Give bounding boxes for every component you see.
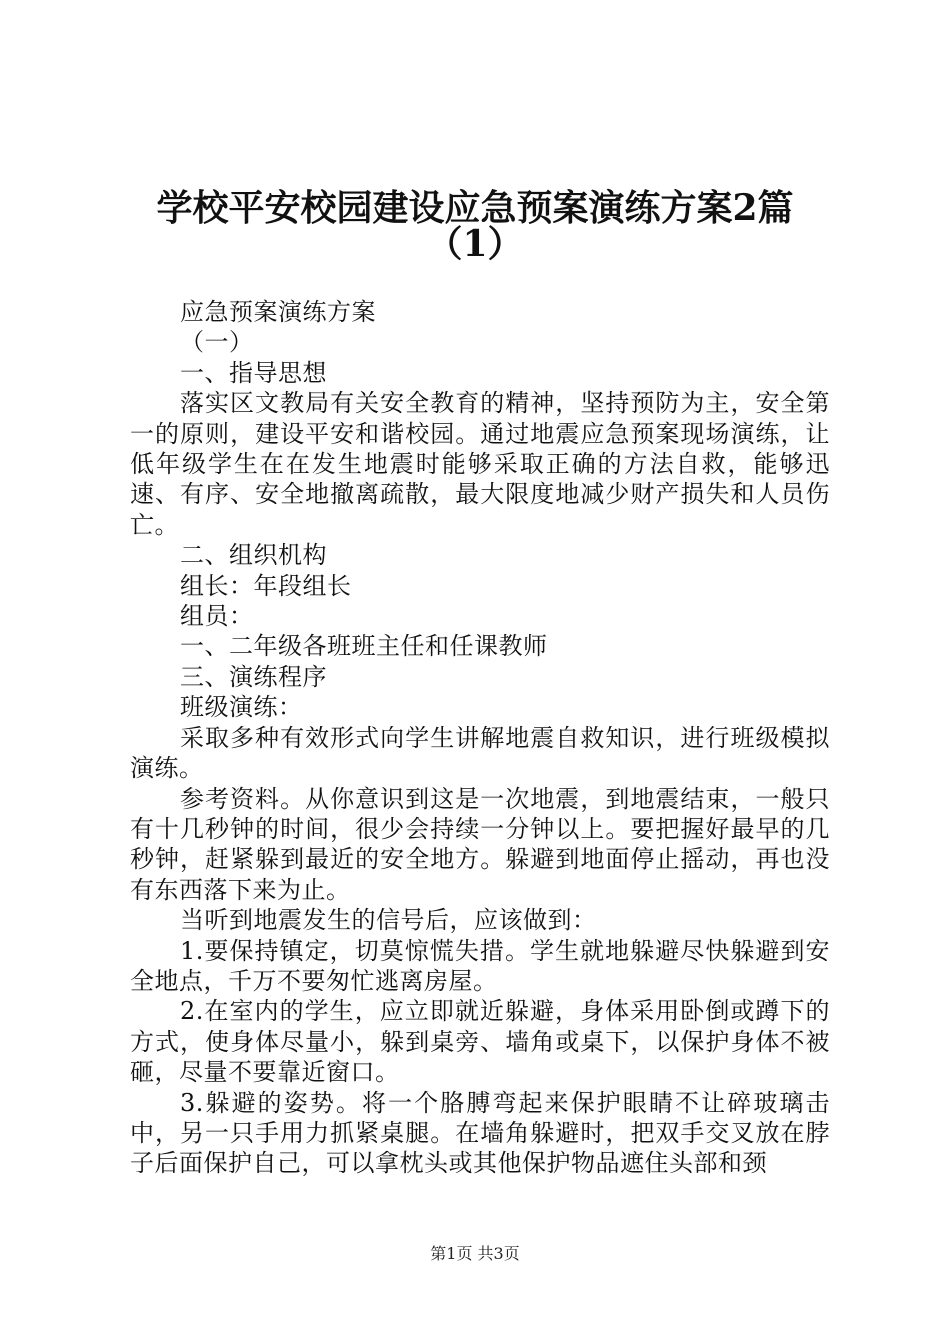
- paragraph-members: 一、二年级各班班主任和任课教师: [180, 632, 548, 661]
- section-subheading: （一）: [180, 328, 254, 357]
- paragraph-class-drill-label: 班级演练：: [180, 693, 303, 722]
- paragraph-leader: 组长：年段组长: [180, 571, 352, 600]
- page-number-footer: 第1页 共3页: [430, 1244, 520, 1263]
- paragraph-members-label: 组员：: [180, 602, 254, 631]
- document-title-suffix: （1）: [426, 223, 524, 265]
- heading-drill-procedure: 三、演练程序: [180, 662, 327, 691]
- paragraph-guiding-ideology: 落实区文教局有关安全教育的精神，坚持预防为主，安全第一的原则，建设平安和谐校园。通过地震应急预案现场演练，让低年级学生在在发生地震时能够采取正确的方法自救，能够迅速、有序、安全地撤离疏散，最大限度地减少财产损失和人员伤亡。: [130, 389, 830, 539]
- section-heading: 应急预案演练方案: [180, 298, 376, 326]
- paragraph-signal: 当听到地震发生的信号后，应该做到：: [180, 906, 597, 935]
- list-item-3: 3.躲避的姿势。将一个胳膊弯起来保护眼睛不让碎玻璃击中，另一只手用力抓紧桌腿。在墙角躲避时，把双手交叉放在脖子后面保护自己，可以拿枕头或其他保护物品遮住头部和颈: [130, 1088, 830, 1178]
- heading-guiding-ideology: 一、指导思想: [180, 358, 327, 387]
- list-item-1: 1.要保持镇定，切莫惊慌失措。学生就地躲避尽快躲避到安全地点，千万不要匆忙逃离房屋。: [130, 936, 830, 995]
- document-body: [130, 297, 830, 1179]
- paragraph-class-drill: 采取多种有效形式向学生讲解地震自救知识，进行班级模拟演练。: [130, 723, 830, 783]
- heading-organization: 二、组织机构: [180, 541, 327, 570]
- list-item-2: 2.在室内的学生，应立即就近躲避，身体采用卧倒或蹲下的方式，使身体尽量小，躲到桌旁、墙角或桌下，以保护身体不被砸，尽量不要靠近窗口。: [130, 997, 830, 1087]
- document-title: 学校平安校园建设应急预案演练方案2篇: [156, 187, 794, 229]
- paragraph-reference: 参考资料。从你意识到这是一次地震，到地震结束，一般只有十几秒钟的时间，很少会持续一分钟以上。要把握好最早的几秒钟，赶紧躲到最近的安全地方。躲避到地面停止摇动，再也没有东西落下来为止。: [130, 784, 830, 904]
